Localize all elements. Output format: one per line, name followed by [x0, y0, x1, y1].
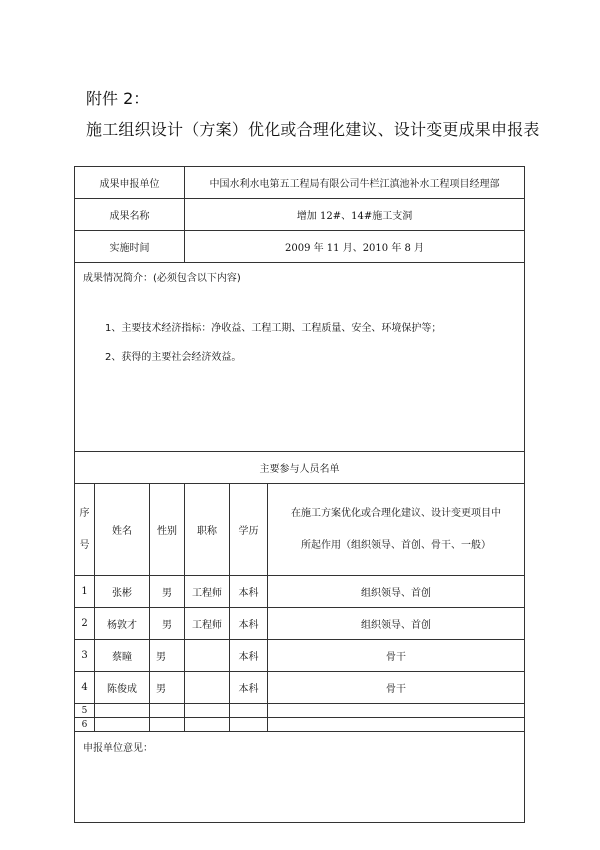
cell-seq: 4 [75, 672, 95, 704]
cell-role: 骨干 [268, 640, 525, 672]
field-value-name: 增加 12#、14#施工支洞 [185, 199, 525, 231]
opinion-row [75, 732, 525, 823]
table-row [75, 576, 525, 608]
cell-gender [150, 718, 185, 732]
opinion-cell [75, 732, 525, 823]
form-title: 施工组织设计（方案）优化或合理化建议、设计变更成果申报表 [86, 120, 540, 139]
table-row [75, 608, 525, 640]
cell-title [185, 640, 230, 672]
cell-gender: 男 [150, 640, 185, 672]
summary-item-1: 1、主要技术经济指标：净收益、工程工期、工程质量、安全、环境保护等； [105, 323, 442, 334]
summary-heading: 成果情况简介：(必须包含以下内容) [83, 273, 241, 284]
cell-title [185, 672, 230, 704]
field-label-date: 实施时间 [75, 231, 185, 263]
cell-seq: 5 [75, 704, 95, 718]
cell-role: 组织领导、首创 [268, 608, 525, 640]
cell-education: 本科 [230, 576, 268, 608]
header-title: 职称 [185, 484, 230, 576]
header-role-line1: 在施工方案优化或合理化建议、设计变更项目中 [291, 507, 502, 519]
cell-education [230, 718, 268, 732]
attachment-label: 附件 2： [86, 89, 150, 108]
header-seq [75, 484, 95, 576]
cell-title: 工程师 [185, 608, 230, 640]
field-label-name: 成果名称 [75, 199, 185, 231]
table-row [75, 718, 525, 732]
field-value-date: 2009 年 11 月、2010 年 8 月 [185, 231, 525, 263]
table-row [75, 704, 525, 718]
cell-title [185, 718, 230, 732]
header-name: 姓名 [95, 484, 150, 576]
table-row [75, 640, 525, 672]
cell-name [95, 718, 150, 732]
cell-seq: 6 [75, 718, 95, 732]
cell-role: 骨干 [268, 672, 525, 704]
field-row-name [75, 199, 525, 231]
cell-seq: 3 [75, 640, 95, 672]
table-row [75, 672, 525, 704]
summary-item-2: 2、获得的主要社会经济效益。 [105, 352, 242, 363]
cell-name: 杨敦才 [95, 608, 150, 640]
personnel-section-row [75, 452, 525, 484]
cell-name [95, 704, 150, 718]
personnel-header-row [75, 484, 525, 576]
field-row-unit [75, 167, 525, 199]
cell-title [185, 704, 230, 718]
cell-education: 本科 [230, 640, 268, 672]
cell-role [268, 718, 525, 732]
cell-gender: 男 [150, 672, 185, 704]
cell-name: 张彬 [95, 576, 150, 608]
cell-seq: 2 [75, 608, 95, 640]
cell-title: 工程师 [185, 576, 230, 608]
cell-role: 组织领导、首创 [268, 576, 525, 608]
cell-gender: 男 [150, 576, 185, 608]
cell-name: 陈俊成 [95, 672, 150, 704]
header-role [268, 484, 525, 576]
cell-education [230, 704, 268, 718]
application-form-table [74, 166, 525, 823]
header-gender: 性别 [150, 484, 185, 576]
header-education: 学历 [230, 484, 268, 576]
opinion-label: 申报单位意见： [83, 743, 153, 754]
summary-cell [75, 263, 525, 452]
field-row-date [75, 231, 525, 263]
summary-row [75, 263, 525, 452]
field-label-unit: 成果申报单位 [75, 167, 185, 199]
cell-education: 本科 [230, 608, 268, 640]
cell-gender [150, 704, 185, 718]
field-value-unit: 中国水利水电第五工程局有限公司牛栏江滇池补水工程项目经理部 [185, 167, 525, 199]
cell-role [268, 704, 525, 718]
header-seq-line2: 号 [79, 539, 90, 551]
personnel-section-title: 主要参与人员名单 [75, 452, 525, 484]
header-seq-line1: 序 [79, 507, 90, 519]
cell-education: 本科 [230, 672, 268, 704]
cell-gender: 男 [150, 608, 185, 640]
cell-seq: 1 [75, 576, 95, 608]
cell-name: 蔡瞳 [95, 640, 150, 672]
header-role-line2: 所起作用（组织领导、首创、骨干、一般） [301, 539, 492, 551]
